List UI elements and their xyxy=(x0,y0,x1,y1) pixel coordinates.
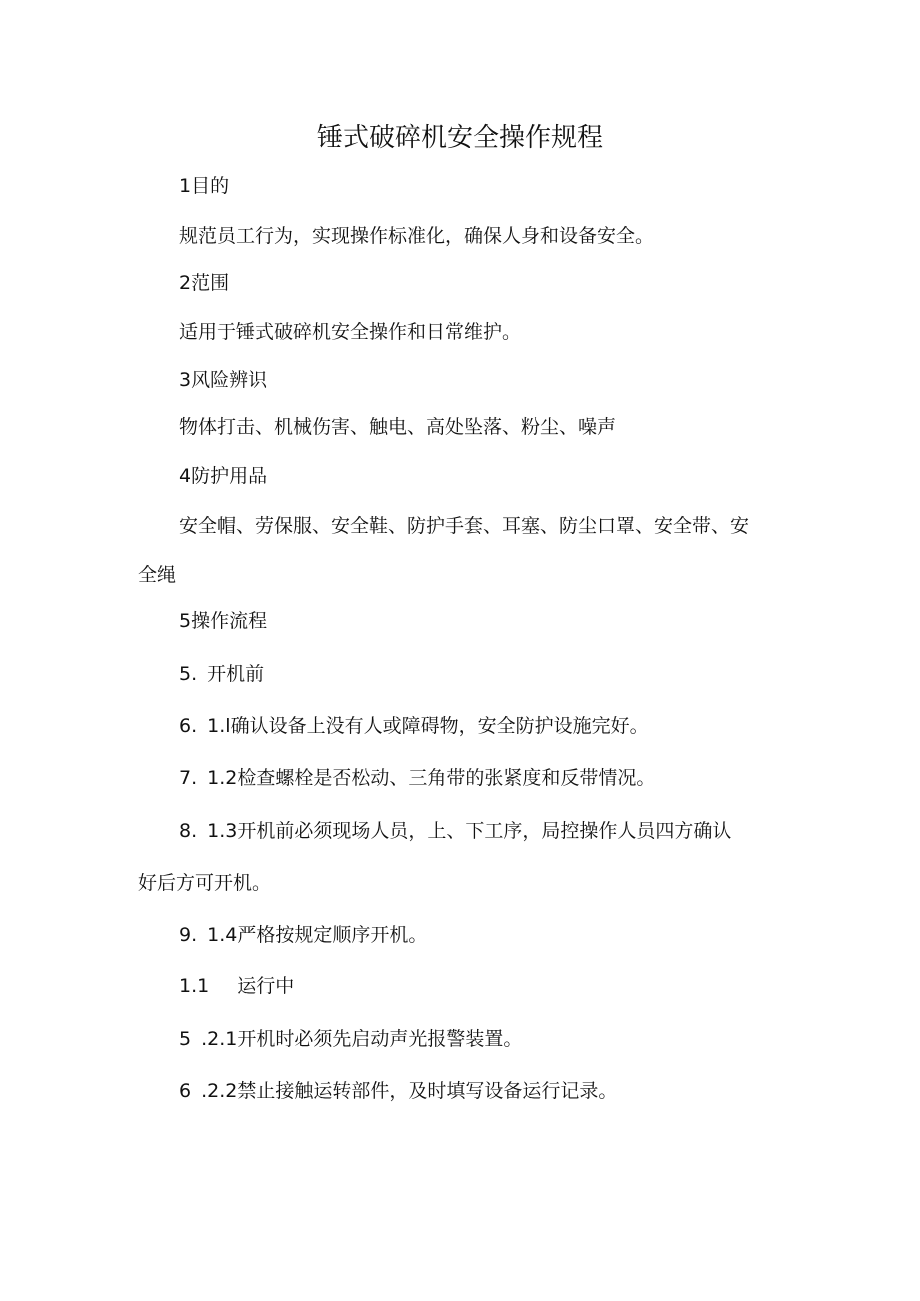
section-process-heading: 5操作流程 xyxy=(179,610,268,632)
section-risk-heading: 3风险辨识 xyxy=(179,369,268,391)
section-risk-text: 物体打击、机械伤害、触电、高处坠落、粉尘、噪声 xyxy=(179,416,617,438)
list-item xyxy=(179,712,649,740)
list-number: 5 xyxy=(179,1028,192,1050)
list-number: 6. xyxy=(179,715,198,737)
list-number: 5. xyxy=(179,663,198,685)
subsection-label: 运行中 xyxy=(237,975,295,997)
item-text: 禁止接触运转部件，及时填写设备运行记录。 xyxy=(237,1080,618,1102)
list-item xyxy=(179,1025,522,1053)
item-text: 开机时必须先启动声光报警装置。 xyxy=(237,1028,523,1050)
item-text: 检查螺栓是否松动、三角带的张紧度和反带情况。 xyxy=(237,767,656,789)
list-number: 8. xyxy=(179,820,198,842)
list-item xyxy=(179,817,731,845)
item-text: 严格按规定顺序开机。 xyxy=(237,924,428,946)
list-number: 1.1 xyxy=(179,975,210,997)
list-number: 6 xyxy=(179,1080,192,1102)
section-scope-heading: 2范围 xyxy=(179,272,230,294)
subsection-label: 开机前 xyxy=(207,663,265,685)
item-code: 1.l xyxy=(207,715,231,737)
item-code: .2.2 xyxy=(201,1080,238,1102)
section-ppe-text-line2: 全绳 xyxy=(138,564,177,586)
item-code: 1.4 xyxy=(207,924,238,946)
list-item xyxy=(179,764,655,792)
list-item xyxy=(179,921,427,949)
item-text: 开机前必须现场人员，上、下工序，局控操作人员四方确认 xyxy=(237,820,732,842)
item-text: 确认设备上没有人或障碍物，安全防护设施完好。 xyxy=(230,715,649,737)
section-purpose-heading: 1目的 xyxy=(179,175,230,197)
list-item-continuation: 好后方可开机。 xyxy=(138,872,272,894)
item-code: .2.1 xyxy=(201,1028,238,1050)
document-title: 锤式破碎机安全操作规程 xyxy=(316,123,603,153)
list-number: 9. xyxy=(179,924,198,946)
list-number: 7. xyxy=(179,767,198,789)
list-item xyxy=(179,1077,617,1105)
item-code: 1.3 xyxy=(207,820,238,842)
section-ppe-heading: 4防护用品 xyxy=(179,465,268,487)
subsection-running xyxy=(179,972,294,1000)
subsection-before-start xyxy=(179,660,264,688)
section-purpose-text: 规范员工行为，实现操作标准化，确保人身和设备安全。 xyxy=(179,225,655,247)
section-scope-text: 适用于锤式破碎机安全操作和日常维护。 xyxy=(179,321,522,343)
item-code: 1.2 xyxy=(207,767,238,789)
section-ppe-text-line1: 安全帽、劳保服、安全鞋、防护手套、耳塞、防尘口罩、安全带、安 xyxy=(179,515,750,537)
